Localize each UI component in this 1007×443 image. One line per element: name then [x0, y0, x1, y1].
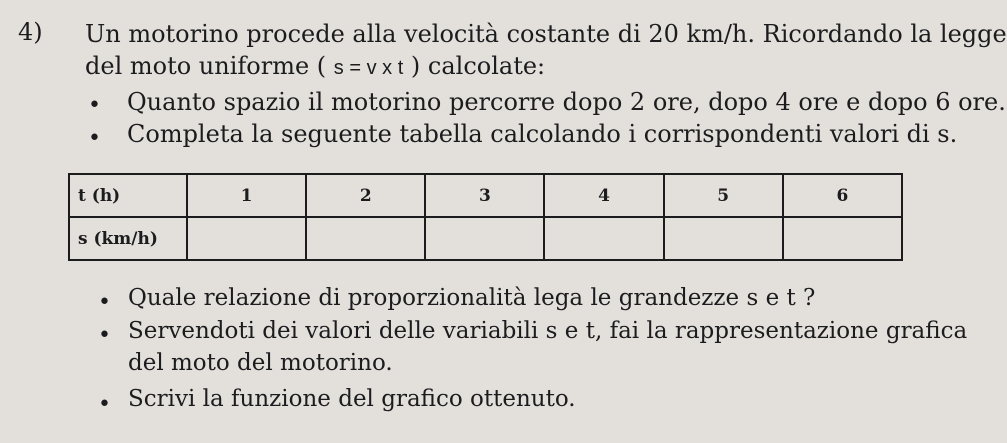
- table-cell-empty[interactable]: [306, 217, 425, 260]
- table-header-time: t (h): [69, 174, 187, 217]
- table-cell-empty[interactable]: [425, 217, 544, 260]
- intro-prefix: del moto uniforme (: [85, 52, 327, 80]
- table-cell-empty[interactable]: [664, 217, 783, 260]
- table-cell: 4: [544, 174, 663, 217]
- table-cell: 2: [306, 174, 425, 217]
- bullet-icon: •: [88, 93, 101, 118]
- table-cell: 5: [664, 174, 783, 217]
- table-cell: 1: [187, 174, 306, 217]
- intro-suffix: ) calcolate:: [410, 52, 546, 80]
- table-cell-empty[interactable]: [187, 217, 306, 260]
- data-table: [68, 173, 903, 261]
- bullet-icon: •: [88, 126, 101, 151]
- intro-line-1: Un motorino procede alla velocità costante di 20 km/h. Ricordando la legge: [85, 20, 1007, 48]
- bullet-icon: •: [98, 323, 111, 348]
- question-function: Scrivi la funzione del grafico ottenuto.: [128, 386, 576, 412]
- table-cell-empty[interactable]: [783, 217, 902, 260]
- question-graph-line2: del moto del motorino.: [128, 350, 393, 376]
- table-header-space: s (km/h): [69, 217, 187, 260]
- bullet-icon: •: [98, 392, 111, 417]
- formula: s = v x t: [333, 57, 404, 79]
- exercise-number: 4): [18, 18, 43, 46]
- intro-line-2: [85, 52, 545, 80]
- table-cell-empty[interactable]: [544, 217, 663, 260]
- question-proportionality: Quale relazione di proporzionalità lega le grandezze s e t ?: [128, 285, 816, 311]
- question-graph-line1: Servendoti dei valori delle variabili s e t, fai la rappresentazione grafica: [128, 318, 968, 344]
- question-table: Completa la seguente tabella calcolando i corrispondenti valori di s.: [127, 120, 958, 148]
- table-cell: 3: [425, 174, 544, 217]
- question-distance: Quanto spazio il motorino percorre dopo 2 ore, dopo 4 ore e dopo 6 ore.: [127, 88, 1006, 116]
- table-cell: 6: [783, 174, 902, 217]
- table-row-time: [69, 174, 902, 217]
- table-row-space: [69, 217, 902, 260]
- bullet-icon: •: [98, 290, 111, 315]
